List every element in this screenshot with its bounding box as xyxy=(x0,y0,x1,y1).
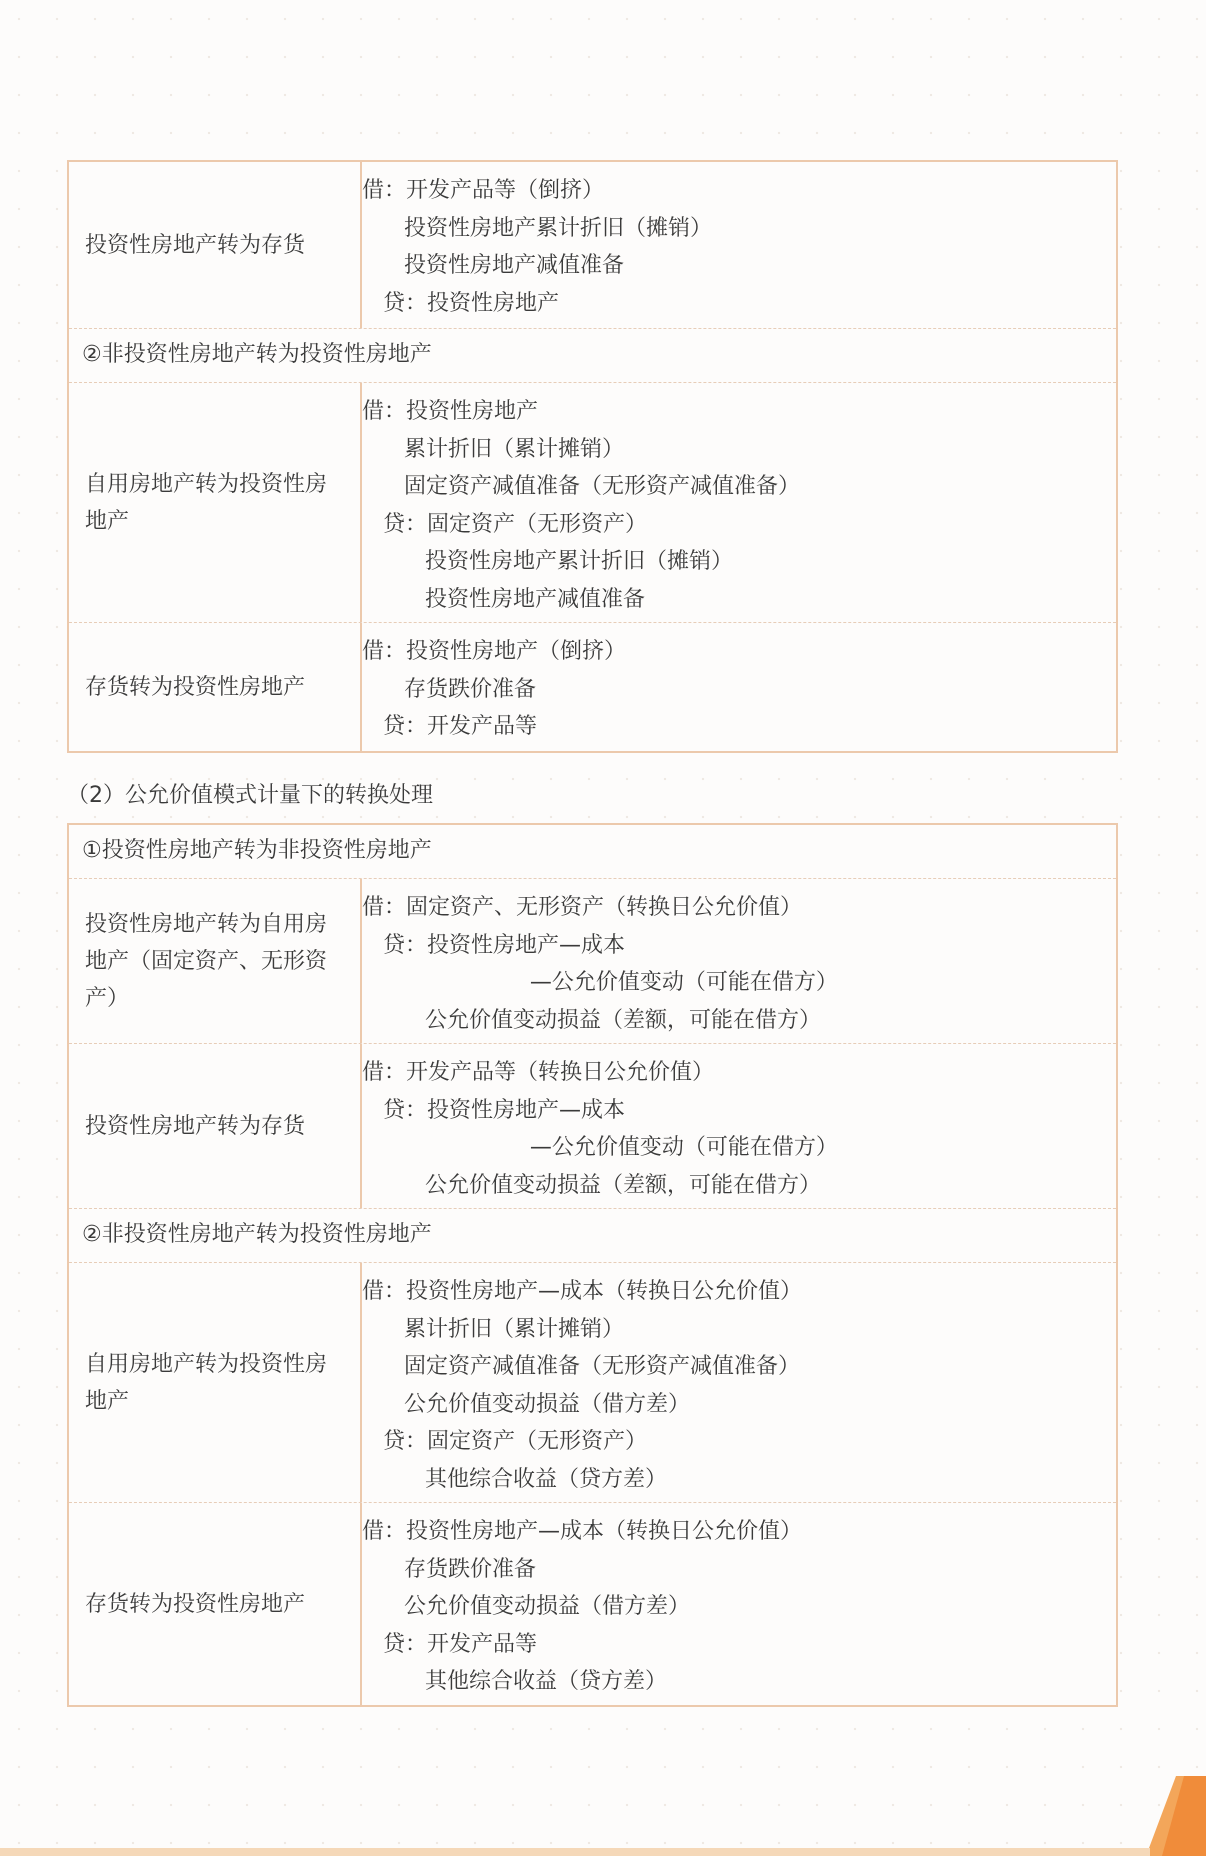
row-label: 投资性房地产转为自用房地产（固定资产、无形资产） xyxy=(69,879,362,1043)
table-row xyxy=(69,1263,1116,1503)
journal-entry: 借：开发产品等（倒挤） 投资性房地产累计折旧（摊销） 投资性房地产减值准备 贷：投资性房地产 xyxy=(362,178,712,316)
footer-band xyxy=(0,1848,1150,1856)
section-heading-row xyxy=(69,1209,1116,1263)
table-row xyxy=(69,623,1116,751)
journal-entry: 借：投资性房地产—成本（转换日公允价值） 存货跌价准备 公允价值变动损益（借方差） 贷：开发产品等 其他综合收益（贷方差） xyxy=(362,1519,803,1694)
table-row xyxy=(69,879,1116,1044)
journal-entry: 借：固定资产、无形资产（转换日公允价值） 贷：投资性房地产—成本 —公允价值变动（可能在借方） 公允价值变动损益（差额，可能在借方） xyxy=(362,895,838,1033)
table-row xyxy=(69,162,1116,329)
section-title: ②非投资性房地产转为投资性房地产 xyxy=(82,1222,432,1247)
row-label: 投资性房地产转为存货 xyxy=(69,162,362,328)
row-label: 存货转为投资性房地产 xyxy=(69,1503,362,1705)
table-row xyxy=(69,1044,1116,1209)
section-title: ②非投资性房地产转为投资性房地产 xyxy=(82,342,432,367)
section-heading-row xyxy=(69,825,1116,879)
section-heading: （2）公允价值模式计量下的转换处理 xyxy=(67,783,433,808)
row-label: 存货转为投资性房地产 xyxy=(69,623,362,751)
section-title: ①投资性房地产转为非投资性房地产 xyxy=(82,838,432,863)
journal-entry: 借：开发产品等（转换日公允价值） 贷：投资性房地产—成本 —公允价值变动（可能在借方） 公允价值变动损益（差额，可能在借方） xyxy=(362,1060,838,1198)
table-row xyxy=(69,383,1116,623)
row-label: 自用房地产转为投资性房地产 xyxy=(69,1263,362,1502)
section-heading-row xyxy=(69,329,1116,383)
journal-entry: 借：投资性房地产（倒挤） 存货跌价准备 贷：开发产品等 xyxy=(362,639,627,739)
row-label: 投资性房地产转为存货 xyxy=(69,1044,362,1208)
row-label: 自用房地产转为投资性房地产 xyxy=(69,383,362,622)
table-cost-model xyxy=(67,160,1118,753)
journal-entry: 借：投资性房地产 累计折旧（累计摊销） 固定资产减值准备（无形资产减值准备） 贷：固定资产（无形资产） 投资性房地产累计折旧（摊销） 投资性房地产减值准备 xyxy=(362,399,800,612)
table-fair-value-model xyxy=(67,823,1118,1707)
decorative-corner-icon xyxy=(1136,1776,1206,1856)
journal-entry: 借：投资性房地产—成本（转换日公允价值） 累计折旧（累计摊销） 固定资产减值准备（无形资产减值准备） 公允价值变动损益（借方差） 贷：固定资产（无形资产） 其他综合收益（贷方差） xyxy=(362,1279,803,1492)
table-row xyxy=(69,1503,1116,1705)
